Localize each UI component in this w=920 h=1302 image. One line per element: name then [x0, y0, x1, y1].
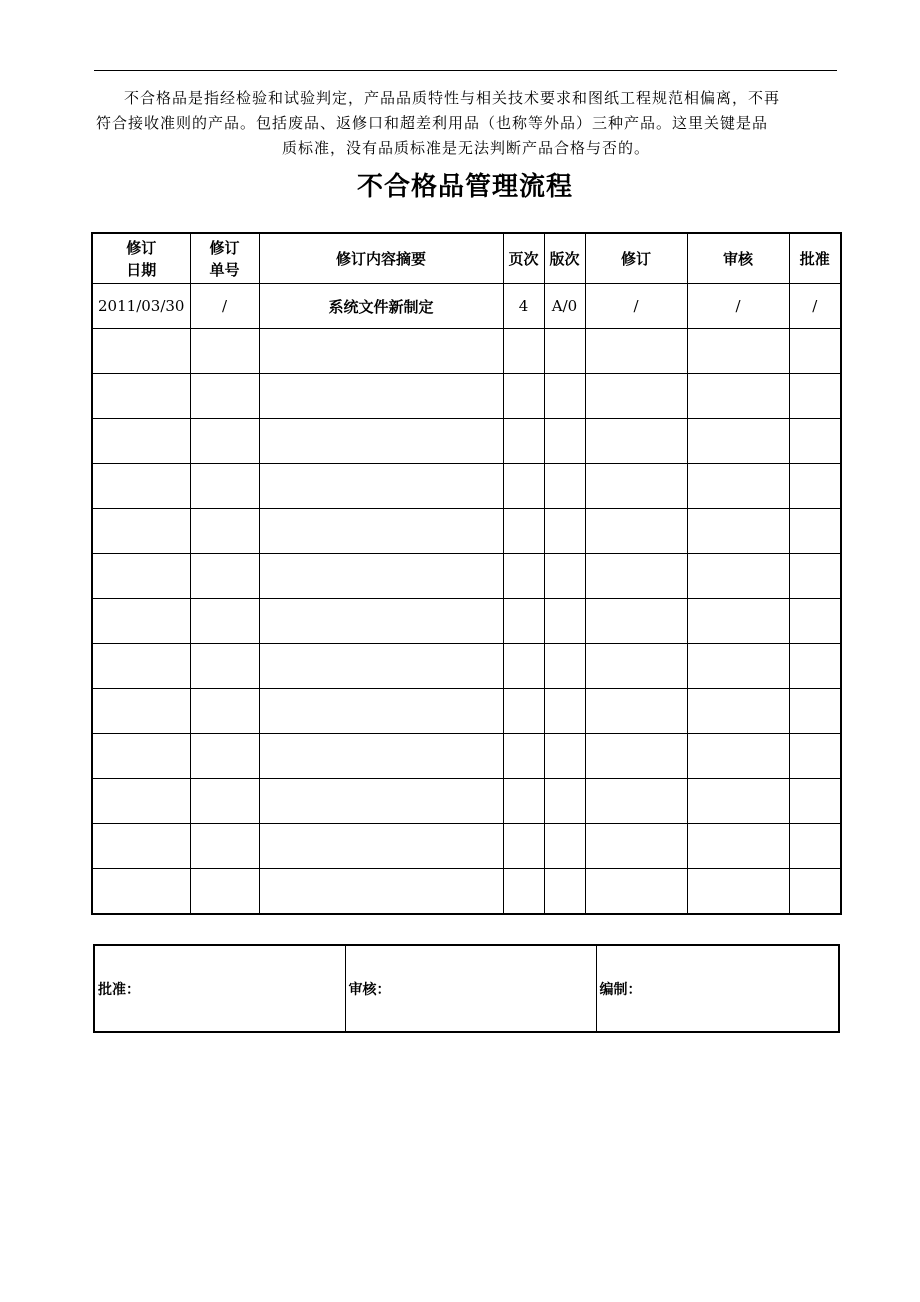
intro-line-2: 符合接收准则的产品。包括废品、返修口和超差利用品（也称等外品）三种产品。这里关键是品 — [96, 114, 769, 132]
table-row — [92, 374, 841, 419]
table-row — [92, 824, 841, 869]
table-row — [92, 464, 841, 509]
table-row — [92, 779, 841, 824]
table-row — [92, 284, 841, 329]
header-rule — [94, 70, 837, 71]
cell-version: A/0 — [544, 284, 585, 329]
cell-approve: / — [789, 284, 841, 329]
cell-pages: 4 — [503, 284, 544, 329]
signature-table — [93, 944, 840, 1033]
cell-summary: 系统文件新制定 — [259, 284, 503, 329]
header-summary: 修订内容摘要 — [259, 233, 503, 284]
table-row — [92, 329, 841, 374]
table-row — [92, 419, 841, 464]
header-pages: 页次 — [503, 233, 544, 284]
header-revise: 修订 — [585, 233, 687, 284]
header-revision-date: 修订 日期 — [92, 233, 190, 284]
signature-row — [94, 945, 839, 1032]
header-version: 版次 — [544, 233, 585, 284]
cell-date: 2011/03/30 — [92, 284, 190, 329]
signature-review: 审核： — [345, 945, 596, 1032]
table-row — [92, 554, 841, 599]
page-title: 不合格品管理流程 — [356, 172, 573, 202]
intro-paragraph — [96, 86, 836, 161]
intro-line-3: 质标准，没有品质标准是无法判断产品合格与否的。 — [281, 139, 650, 157]
revision-table — [91, 232, 842, 915]
revision-header-row — [92, 233, 841, 284]
table-row — [92, 644, 841, 689]
intro-line-1: 不合格品是指经检验和试验判定，产品品质特性与相关技术要求和图纸工程规范相偏离，不再 — [124, 89, 781, 107]
signature-compile: 编制： — [596, 945, 839, 1032]
cell-order: / — [190, 284, 259, 329]
table-row — [92, 689, 841, 734]
header-revision-order: 修订 单号 — [190, 233, 259, 284]
cell-review: / — [687, 284, 789, 329]
table-row — [92, 599, 841, 644]
table-row — [92, 869, 841, 915]
table-row — [92, 734, 841, 779]
cell-revise: / — [585, 284, 687, 329]
header-approve: 批准 — [789, 233, 841, 284]
header-review: 审核 — [687, 233, 789, 284]
empty-rows — [92, 329, 841, 915]
table-row — [92, 509, 841, 554]
signature-approve: 批准： — [94, 945, 345, 1032]
